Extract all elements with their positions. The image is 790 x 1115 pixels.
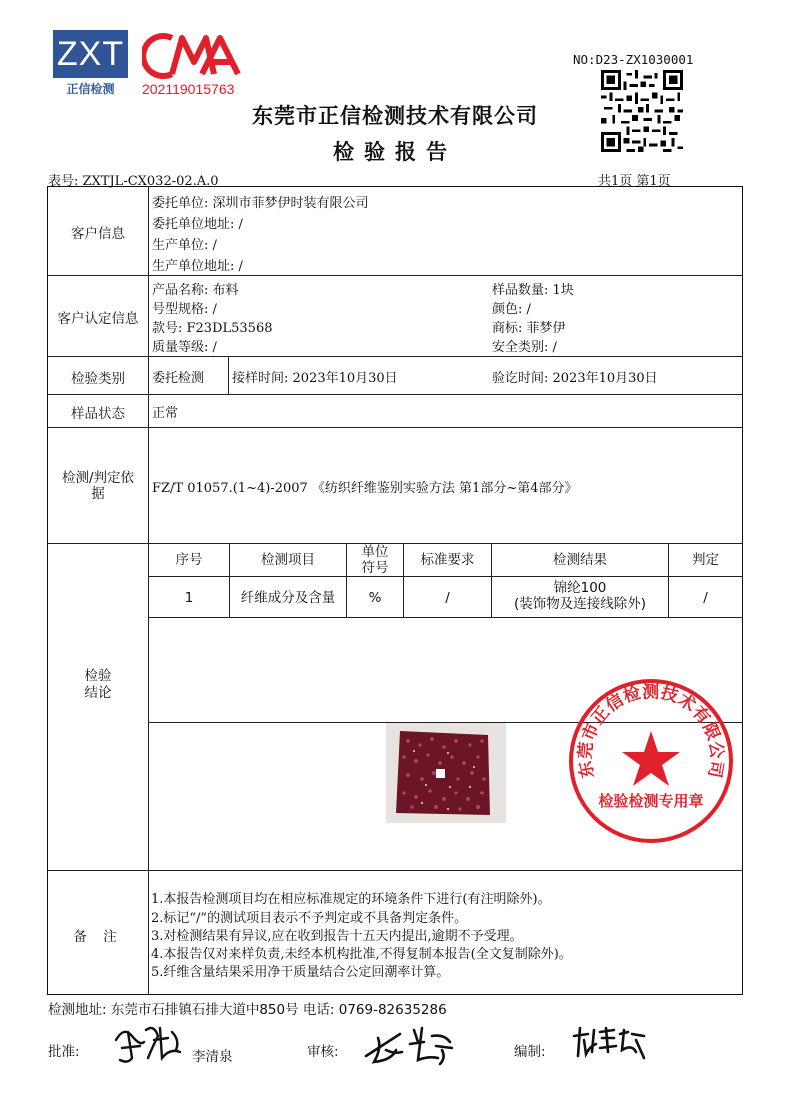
header-requirement: 标准要求: [420, 552, 475, 568]
conclusion-label: 检验 结论: [84, 668, 112, 701]
remark-line: 5.纤维含量结果采用净干质量结合公定回潮率计算。: [151, 965, 450, 980]
style-number: 款号: F23DL53568: [152, 321, 273, 336]
client-confirmed-label: 客户认定信息: [57, 311, 139, 327]
color: 颜色: /: [492, 302, 531, 317]
inspection-type-value: 委托检测: [152, 371, 205, 386]
trademark: 商标: 菲梦伊: [492, 321, 566, 336]
approve-name: 李清泉: [192, 1049, 233, 1065]
remark-line: 3.对检测结果有异议,应在收到报告十五天内提出,逾期不予受理。: [151, 929, 523, 944]
size-spec: 号型规格: /: [152, 302, 217, 317]
row-unit: %: [368, 590, 382, 606]
report-number: NO:D23-ZX1030001: [573, 52, 694, 67]
remark-line: 2.标记“/”的测试项目表示不予判定或不具备判定条件。: [151, 911, 468, 926]
sample-state-label: 样品状态: [71, 406, 125, 422]
cma-mark-icon: [142, 30, 242, 80]
review-signature: [352, 1020, 462, 1068]
client-info-line: 委托单位地址: /: [152, 217, 243, 232]
client-info-line: 委托单位: 深圳市菲梦伊时装有限公司: [152, 196, 369, 211]
client-info-line: 生产单位: /: [152, 238, 217, 253]
lab-address: 检测地址: 东莞市石排镇石排大道中850号 电话: 0769-82635286: [48, 1002, 447, 1018]
cma-number: 202119015763: [142, 81, 235, 97]
cma-logo: [142, 30, 242, 98]
prepare-signature: [570, 1022, 650, 1066]
client-info-line: 生产单位地址: /: [152, 259, 243, 274]
page-count: 共1页 第1页: [598, 174, 671, 189]
row-judgement: /: [703, 590, 708, 606]
seal-bottom-text: 检验检测专用章: [598, 792, 704, 810]
row-no: 1: [184, 590, 194, 606]
basis-label: 检测/判定依 据: [61, 470, 135, 502]
review-label: 审核:: [307, 1044, 339, 1060]
company-name: 东莞市正信检测技术有限公司: [252, 104, 538, 128]
header-result: 检测结果: [553, 552, 607, 568]
report-title: 检验报告: [333, 140, 457, 164]
form-number: 表号: ZXTJL-CX032-02.A.0: [48, 174, 219, 189]
approve-signature: [110, 1018, 190, 1068]
header-no: 序号: [175, 552, 203, 568]
quality-grade: 质量等级: /: [152, 340, 217, 355]
header-unit: 单位 符号: [361, 544, 389, 576]
sample-state-value: 正常: [152, 406, 179, 421]
received-date: 接样时间: 2023年10月30日: [232, 371, 398, 386]
star-icon: [622, 731, 680, 786]
zxt-logo-subtitle: 正信检测: [66, 82, 115, 96]
basis-standard: FZ/T 01057.(1~4)-2007 《纺织纤维鉴别实验方法 第1部分~第4部分》: [152, 481, 578, 496]
product-name: 产品名称: 布料: [152, 283, 239, 298]
row-requirement: /: [445, 590, 450, 606]
official-seal: [566, 676, 736, 846]
inspection-type-label: 检验类别: [71, 371, 125, 387]
remarks-label: 备 注: [73, 929, 123, 945]
zxt-logo-text: ZXT: [53, 30, 128, 78]
sample-photo: [386, 723, 506, 823]
prepare-label: 编制:: [514, 1044, 546, 1060]
header-item: 检测项目: [261, 552, 315, 568]
seal-company-text: 东莞市正信检测技术有限公司: [575, 682, 727, 780]
row-result: 锦纶100 (装饰物及连接线除外): [513, 580, 647, 612]
approve-label: 批准:: [48, 1044, 80, 1060]
safety-category: 安全类别: /: [492, 340, 557, 355]
remark-line: 1.本报告检测项目均在相应标准规定的环境条件下进行(有注明除外)。: [151, 892, 551, 907]
sample-quantity: 样品数量: 1块: [492, 283, 574, 298]
zxt-logo: [53, 30, 128, 98]
completed-date: 验讫时间: 2023年10月30日: [492, 371, 658, 386]
remark-line: 4.本报告仅对来样负责,未经本机构批准,不得复制本报告(全文复制除外)。: [151, 947, 572, 962]
header-judgement: 判定: [692, 552, 719, 568]
client-info-label: 客户信息: [71, 226, 125, 242]
row-item: 纤维成分及含量: [240, 590, 336, 606]
